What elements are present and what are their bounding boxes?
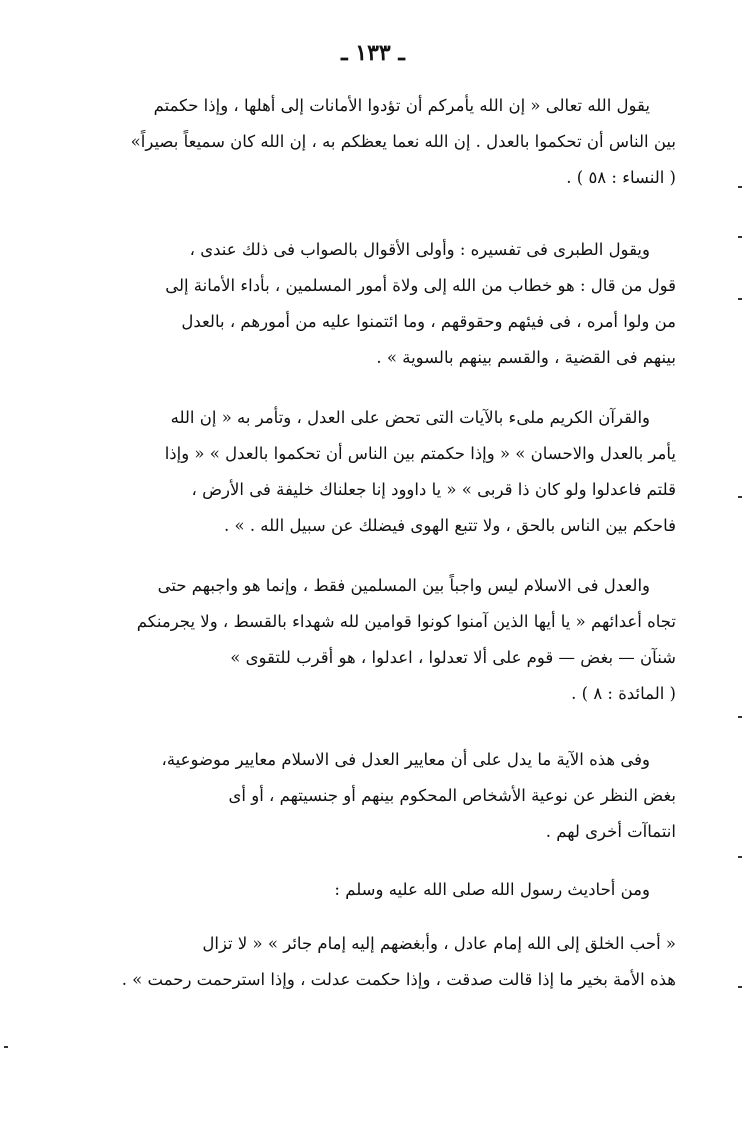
paragraph-quran-justice-verses xyxy=(62,400,676,544)
paragraph-hadith-quotes xyxy=(62,926,676,998)
paragraph-quran-nisa xyxy=(62,88,676,196)
page-number: ـ ١٣٣ ـ xyxy=(341,40,405,66)
text-line: والعدل فى الاسلام ليس واجباً بين المسلمين فقط ، وإنما هو واجبهم حتى xyxy=(157,576,650,595)
text-line: والقرآن الكريم ملىء بالآيات التى تحض على العدل ، وتأمر به « إن الله xyxy=(170,408,650,427)
text-line: بغض النظر عن نوعية الأشخاص المحكوم بينهم أو جنسيتهم ، أو أى xyxy=(228,786,676,805)
margin-speck xyxy=(738,496,742,498)
text-line: يقول الله تعالى « إن الله يأمركم أن تؤدوا الأمانات إلى أهلها ، وإذا حكمتم xyxy=(153,96,650,115)
text-line: بينهم فى القضية ، والقسم بينهم بالسوية » . xyxy=(376,348,676,367)
text-line: وفى هذه الآية ما يدل على أن معايير العدل فى الاسلام معايير موضوعية، xyxy=(161,750,650,769)
text-line: انتماآت أخرى لهم . xyxy=(545,822,676,841)
paragraph-tabari-commentary xyxy=(62,232,676,376)
text-line: ( المائدة : ٨ ) . xyxy=(571,684,676,703)
text-line: تجاه أعدائهم « يا أيها الذين آمنوا كونوا قوامين لله شهداء بالقسط ، ولا يجرمنكم xyxy=(136,612,676,631)
margin-speck xyxy=(738,986,742,988)
margin-speck xyxy=(738,716,742,718)
text-line: فاحكم بين الناس بالحق ، ولا تتبع الهوى فيضلك عن سبيل الله . » . xyxy=(223,516,676,535)
text-line: ويقول الطبرى فى تفسيره : وأولى الأقوال بالصواب فى ذلك عندى ، xyxy=(189,240,650,259)
text-line: يأمر بالعدل والاحسان » « وإذا حكمتم بين الناس أن تحكموا بالعدل » « وإذا xyxy=(164,444,676,463)
margin-speck xyxy=(738,298,742,300)
text-line: قول من قال : هو خطاب من الله إلى ولاة أمور المسلمين ، بأداء الأمانة إلى xyxy=(165,276,676,295)
margin-speck xyxy=(738,186,742,188)
text-line: هذه الأمة بخير ما إذا قالت صدقت ، وإذا حكمت عدلت ، وإذا استرحمت رحمت » . xyxy=(121,970,676,989)
text-line: من ولوا أمره ، فى فيئهم وحقوقهم ، وما ائتمنوا عليه من أمورهم ، بالعدل xyxy=(181,312,676,331)
paragraph-hadith-intro xyxy=(62,872,676,908)
paragraph-objective-standards xyxy=(62,742,676,850)
text-line: بين الناس أن تحكموا بالعدل . إن الله نعما يعظكم به ، إن الله كان سميعاً بصيراً» xyxy=(130,132,676,151)
text-line: شنآن — بغض — قوم على ألا تعدلوا ، اعدلوا ، هو أقرب للتقوى » xyxy=(230,648,676,667)
margin-speck xyxy=(738,236,742,238)
margin-speck xyxy=(738,856,742,858)
text-line: ( النساء : ٥٨ ) . xyxy=(566,168,676,187)
text-line: « أحب الخلق إلى الله إمام عادل ، وأبغضهم إليه إمام جائر » « لا تزال xyxy=(202,934,676,953)
text-line: قلتم فاعدلوا ولو كان ذا قربى » « يا داوود إنا جعلناك خليفة فى الأرض ، xyxy=(191,480,676,499)
paragraph-justice-toward-enemies xyxy=(62,568,676,712)
margin-speck xyxy=(4,1046,8,1048)
text-line: ومن أحاديث رسول الله صلى الله عليه وسلم : xyxy=(334,880,650,899)
